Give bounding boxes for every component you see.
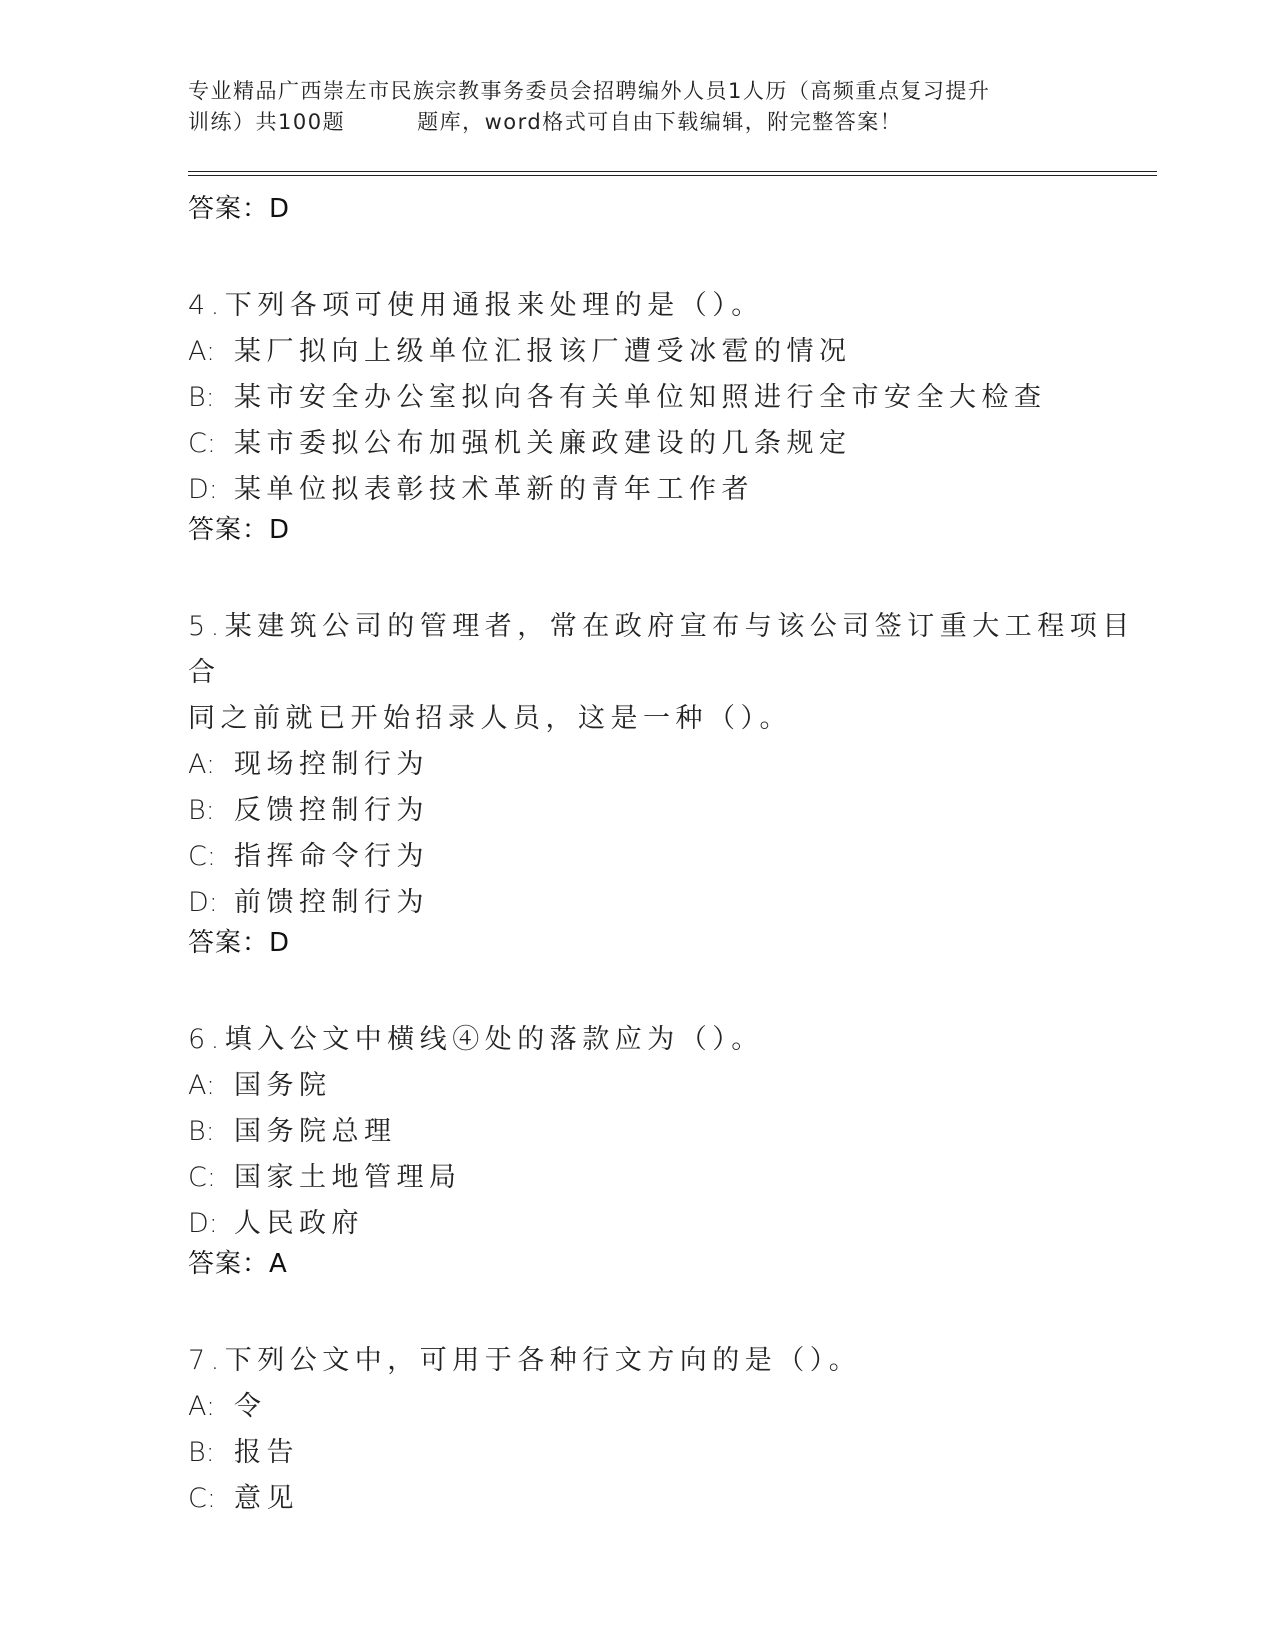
answer-line: 答案：D bbox=[188, 194, 291, 224]
header-rule-bottom bbox=[188, 175, 1157, 176]
answer-line: 答案：D bbox=[188, 515, 291, 545]
question-item bbox=[188, 1017, 1148, 1291]
option-text: 国务院 bbox=[234, 1070, 332, 1101]
option-text: 某厂拟向上级单位汇报该厂遭受冰雹的情况 bbox=[234, 336, 852, 367]
option-text: 意见 bbox=[234, 1483, 299, 1514]
option-label: A: bbox=[188, 749, 216, 780]
page-header bbox=[188, 76, 1088, 138]
option-item bbox=[188, 467, 1148, 513]
option-item bbox=[188, 1201, 1148, 1247]
option-text: 某市安全办公室拟向各有关单位知照进行全市安全大检查 bbox=[234, 382, 1047, 413]
question-stem: 4.下列各项可使用通报来处理的是（）。 bbox=[188, 290, 764, 321]
question-stem: 6.填入公文中横线④处的落款应为（）。 bbox=[188, 1024, 764, 1055]
option-item bbox=[188, 1109, 1148, 1155]
answer-line: 答案：A bbox=[188, 1249, 288, 1279]
header-line-1: 专业精品广西崇左市民族宗教事务委员会招聘编外人员1人历（高频重点复习提升 bbox=[188, 79, 991, 103]
option-item bbox=[188, 329, 1148, 375]
option-label: B: bbox=[188, 1116, 215, 1147]
question-item bbox=[188, 604, 1148, 970]
question-stem: 7.下列公文中，可用于各种行文方向的是（）。 bbox=[188, 1345, 862, 1376]
option-item bbox=[188, 1063, 1148, 1109]
question-stem: 5.某建筑公司的管理者，常在政府宣布与该公司签订重大工程项目合 bbox=[188, 611, 1135, 688]
question-item bbox=[188, 283, 1148, 557]
option-label: A: bbox=[188, 336, 216, 367]
option-text: 国务院总理 bbox=[234, 1116, 397, 1147]
option-text: 国家土地管理局 bbox=[234, 1162, 462, 1193]
header-note: 题库，word格式可自由下载编辑，附完整答案！ bbox=[417, 110, 903, 134]
option-label: C: bbox=[188, 428, 216, 459]
option-text: 令 bbox=[234, 1391, 267, 1422]
option-label: C: bbox=[188, 841, 216, 872]
option-item bbox=[188, 1384, 1148, 1430]
option-label: A: bbox=[188, 1070, 216, 1101]
option-text: 现场控制行为 bbox=[234, 749, 429, 780]
option-item bbox=[188, 1430, 1148, 1476]
option-item bbox=[188, 742, 1148, 788]
option-text: 报告 bbox=[234, 1437, 299, 1468]
question-list bbox=[188, 192, 1148, 1522]
option-item bbox=[188, 834, 1148, 880]
option-text: 前馈控制行为 bbox=[234, 887, 429, 918]
option-label: C: bbox=[188, 1483, 216, 1514]
option-text: 反馈控制行为 bbox=[234, 795, 429, 826]
option-text: 人民政府 bbox=[234, 1208, 364, 1239]
option-label: D: bbox=[188, 474, 218, 505]
answer-line: 答案：D bbox=[188, 928, 291, 958]
option-label: D: bbox=[188, 887, 218, 918]
option-text: 某单位拟表彰技术革新的青年工作者 bbox=[234, 474, 754, 505]
option-item bbox=[188, 375, 1148, 421]
option-label: C: bbox=[188, 1162, 216, 1193]
option-label: A: bbox=[188, 1391, 216, 1422]
option-label: D: bbox=[188, 1208, 218, 1239]
option-text: 指挥命令行为 bbox=[234, 841, 429, 872]
header-rule-top bbox=[188, 171, 1157, 172]
option-item bbox=[188, 788, 1148, 834]
question-stem-continued: 同之前就已开始招录人员，这是一种（）。 bbox=[188, 703, 792, 734]
option-label: B: bbox=[188, 795, 215, 826]
option-item bbox=[188, 421, 1148, 467]
option-item bbox=[188, 880, 1148, 926]
option-item bbox=[188, 1476, 1148, 1522]
option-item bbox=[188, 1155, 1148, 1201]
option-text: 某市委拟公布加强机关廉政建设的几条规定 bbox=[234, 428, 852, 459]
option-label: B: bbox=[188, 382, 215, 413]
header-line-2 bbox=[188, 107, 1088, 138]
question-item bbox=[188, 1338, 1148, 1522]
header-title-part: 训练）共100题 bbox=[188, 110, 346, 134]
option-label: B: bbox=[188, 1437, 215, 1468]
